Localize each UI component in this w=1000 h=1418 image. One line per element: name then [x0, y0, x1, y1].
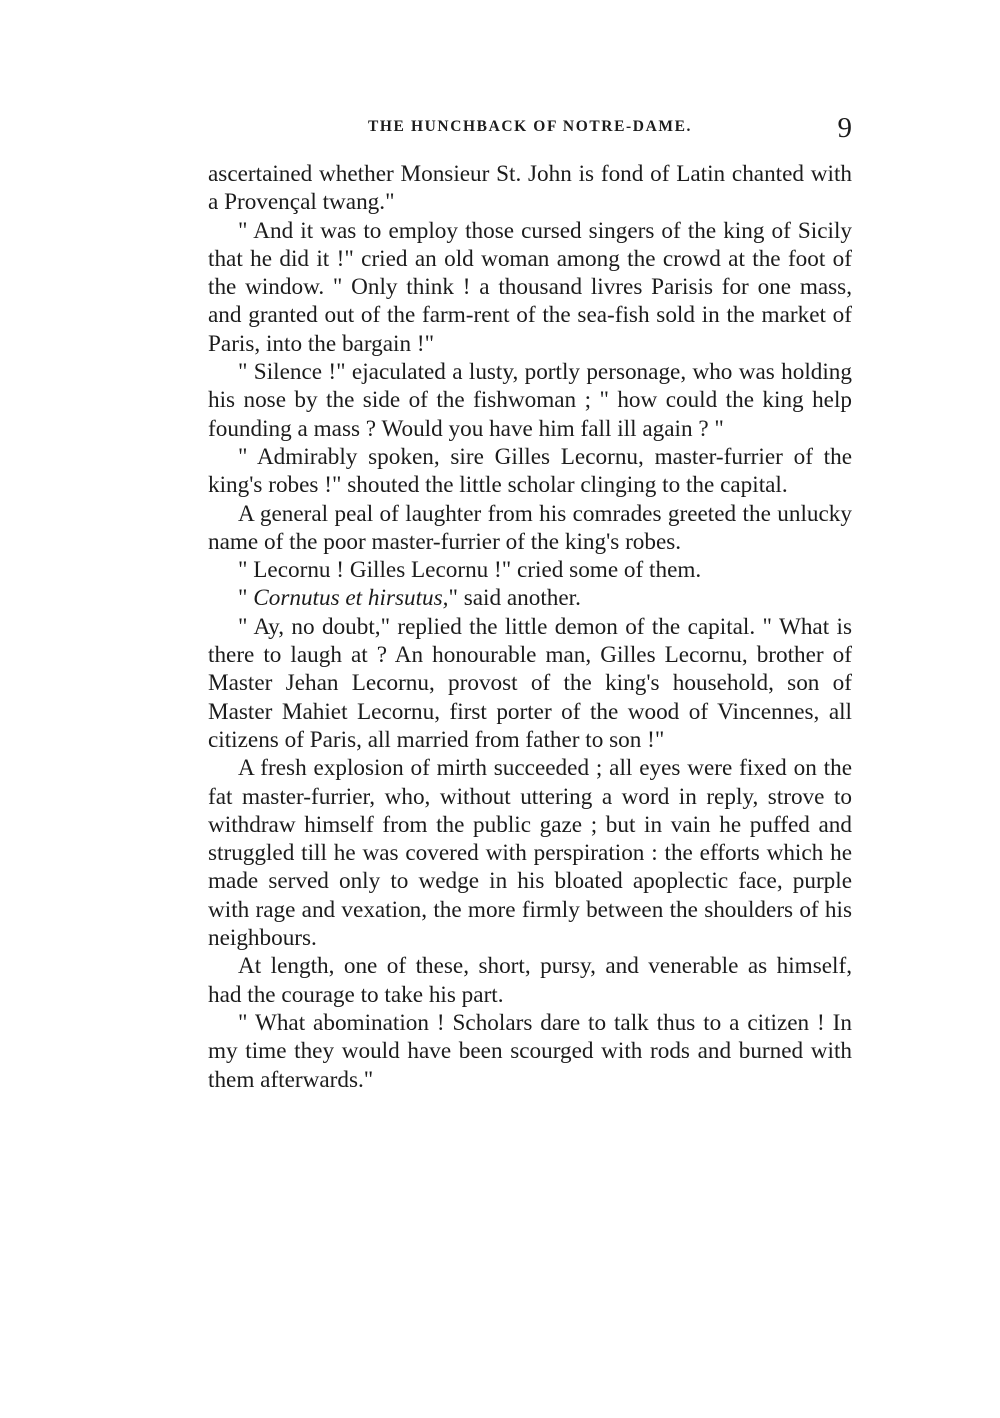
paragraph-demon-reply: " Ay, no doubt," replied the little demon of the capital. " What is there to laugh at ? An honourable man, Gilles Lecornu, brother of Master Jehan Lecornu, provost of the king's household, son of Master Mahiet Lecornu, first porter of the wood of Vincennes, all citizens of Paris, all married from father to son !"	[208, 613, 852, 753]
quote-close: " said another.	[448, 585, 581, 612]
running-title: THE HUNCHBACK OF NOTRE-DAME.	[367, 118, 693, 135]
running-head	[208, 112, 852, 152]
paragraph-cornutus	[208, 584, 852, 612]
italic-latin-phrase: Cornutus et hirsutus,	[253, 585, 449, 612]
paragraph-lecornu-cry: " Lecornu ! Gilles Lecornu !" cried some of them.	[238, 557, 702, 584]
paragraph-personage-speech: " Silence !" ejaculated a lusty, portly personage, who was holding his nose by the side of the fishwoman ; " how could the king help founding a mass ? Would you have him fall ill again ? "	[208, 359, 852, 442]
paragraph-abomination: " What abomination ! Scholars dare to talk thus to a citizen ! In my time they would have been scourged with rods and burned with them afterwards."	[208, 1009, 852, 1093]
paragraph-continuation: ascertained whether Monsieur St. John is fond of Latin chanted with a Provençal twang."	[208, 161, 852, 216]
page-number: 9	[837, 112, 852, 144]
paragraph-old-woman-speech: " And it was to employ those cursed singers of the king of Sicily that he did it !" cried an old woman among the crowd at the foot of the window. " Only think ! a thousand livres Parisis for one mass, and granted out of the farm-rent of the sea-fish sold in the market of Paris, into the bargain !"	[208, 217, 852, 357]
quote-open: "	[238, 585, 254, 612]
body-text	[208, 160, 852, 1094]
paragraph-laughter: A general peal of laughter from his comrades greeted the unlucky name of the poor master-furrier of the king's robes.	[208, 500, 852, 555]
paragraph-neighbour-takes-part: At length, one of these, short, pursy, and venerable as himself, had the courage to take his part.	[208, 953, 852, 1008]
paragraph-mirth-explosion: A fresh explosion of mirth succeeded ; all eyes were fixed on the fat master-furrier, who, without uttering a word in reply, strove to withdraw himself from the public gaze ; but in vain he puffed and struggled till he was covered with perspiration : the efforts which he made served only to wedge in his bloated apoplectic face, purple with rage and vexation, the more firmly between the shoulders of his neighbours.	[208, 755, 852, 952]
paragraph-scholar-speech: " Admirably spoken, sire Gilles Lecornu, master-furrier of the king's robes !" shouted the little scholar clinging to the capital.	[208, 443, 852, 499]
